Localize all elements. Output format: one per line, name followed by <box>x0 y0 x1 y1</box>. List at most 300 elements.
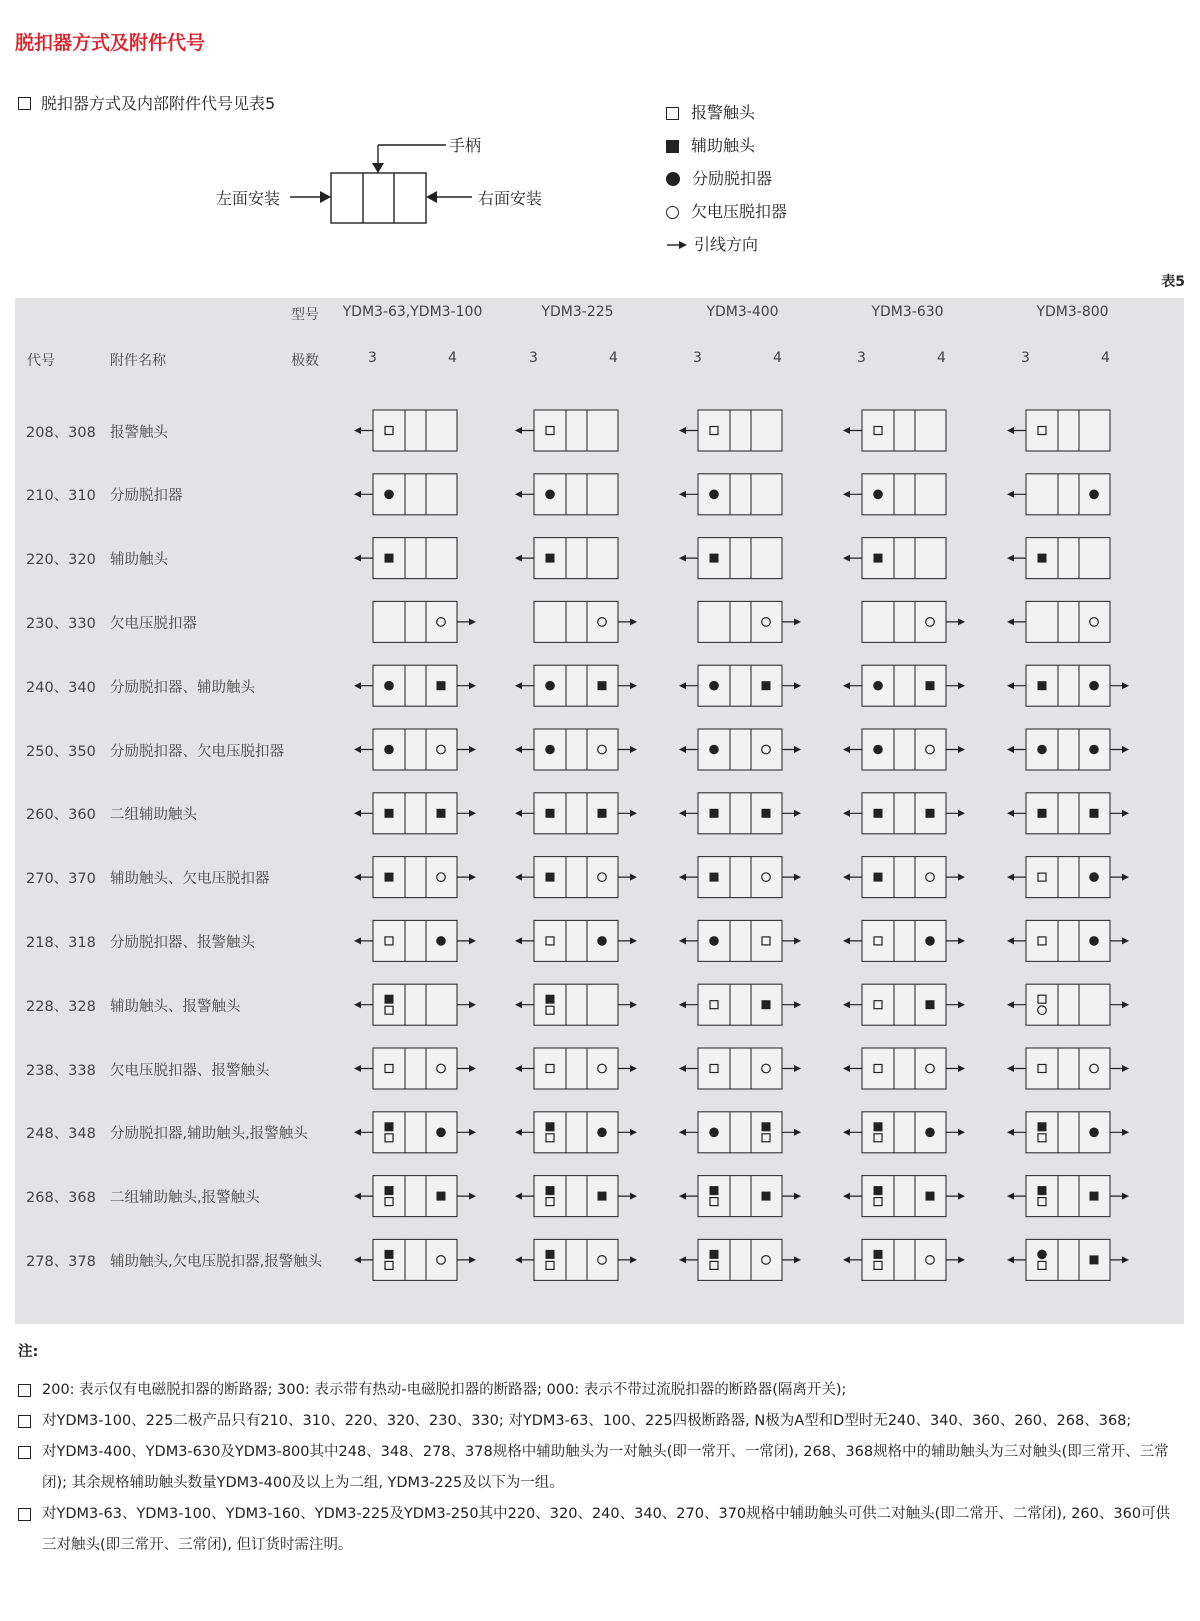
lead-left-arrow-icon <box>515 1001 522 1008</box>
checkbox-bullet-icon <box>18 1446 31 1459</box>
shunt-release-icon <box>1089 681 1099 691</box>
aux-contact-icon <box>1038 1122 1047 1131</box>
lead-left-arrow-icon <box>843 937 850 944</box>
row-code: 270、370 <box>26 871 96 888</box>
shunt-release-icon <box>873 745 883 755</box>
lead-right-arrow-icon <box>469 1193 476 1200</box>
note-text: 对YDM3-63、YDM3-100、YDM3-160、YDM3-225及YDM3-250其中220、320、240、340、270、370规格中辅助触头可供二对触头(即二常开、二常闭), 260、360可供三对触头(即三常开、三常闭), 但订货时需注明。 <box>42 1506 1171 1553</box>
breaker-cell <box>354 474 457 515</box>
breaker-cell <box>515 920 637 961</box>
aux-contact-icon <box>1038 809 1047 818</box>
shunt-release-icon <box>925 936 935 946</box>
lead-left-arrow-icon <box>354 1001 361 1008</box>
lead-left-arrow-icon <box>843 810 850 817</box>
lead-right-arrow-icon <box>469 1129 476 1136</box>
lead-left-arrow-icon <box>679 1193 686 1200</box>
shunt-release-icon <box>436 1128 446 1138</box>
handle-label: 手柄 <box>449 136 482 155</box>
lead-left-arrow-icon <box>843 1193 850 1200</box>
breaker-cell <box>515 474 618 515</box>
pole-label: 3 <box>1021 350 1030 366</box>
lead-right-arrow-icon <box>958 1001 965 1008</box>
lead-left-arrow-icon <box>1007 810 1014 817</box>
breaker-cell <box>1007 665 1129 706</box>
row-code: 278、378 <box>26 1253 96 1270</box>
aux-contact-icon <box>598 681 607 690</box>
model-col-3: YDM3-400 <box>706 304 779 320</box>
lead-left-arrow-icon <box>354 810 361 817</box>
lead-left-arrow-icon <box>354 427 361 434</box>
legend-label: 报警触头 <box>691 103 756 122</box>
lead-right-arrow-icon <box>958 937 965 944</box>
lead-right-arrow-icon <box>469 1256 476 1263</box>
breaker-cell <box>843 1112 965 1153</box>
row-name: 分励脱扣器、辅助触头 <box>110 679 255 696</box>
breaker-cell <box>354 793 476 834</box>
breaker-cell <box>515 1048 637 1089</box>
shunt-release-icon <box>709 490 719 500</box>
legend-label: 引线方向 <box>694 235 759 254</box>
row-code: 230、330 <box>26 615 96 632</box>
breaker-cell <box>515 410 618 451</box>
lead-right-arrow-icon <box>469 746 476 753</box>
lead-right-arrow-icon <box>794 1256 801 1263</box>
breaker-cell <box>1007 729 1129 770</box>
breaker-outline <box>331 173 426 223</box>
lead-left-arrow-icon <box>354 937 361 944</box>
lead-right-arrow-icon <box>958 810 965 817</box>
aux-contact-icon <box>874 1122 883 1131</box>
breaker-cell <box>515 729 637 770</box>
breaker-cell <box>354 1112 476 1153</box>
breaker-cell <box>843 984 965 1025</box>
lead-right-arrow-icon <box>630 618 637 625</box>
shunt-release-icon <box>1089 872 1099 882</box>
breaker-cell <box>354 984 476 1025</box>
aux-contact-icon <box>874 873 883 882</box>
row-name: 辅助触头、报警触头 <box>110 998 241 1015</box>
shunt-release-icon <box>709 936 719 946</box>
aux-contact-icon <box>710 554 719 563</box>
breaker-cell <box>1007 793 1129 834</box>
breaker-cell <box>679 1239 801 1280</box>
breaker-cell <box>354 1048 476 1089</box>
aux-contact-icon <box>546 873 555 882</box>
breaker-cell <box>354 410 457 451</box>
row-code: 208、308 <box>26 424 96 441</box>
lead-left-arrow-icon <box>843 555 850 562</box>
note-text: 对YDM3-400、YDM3-630及YDM3-800其中248、348、278、378规格中辅助触头为一对触头(即一常开、一常闭), 268、368规格中的辅助触头为三对触头(即三常开、三常闭); 其余规格辅助触头数量YDM3-400及以上为二组, YDM3-225及以下为一组。 <box>42 1444 1169 1491</box>
lead-right-arrow-icon <box>794 1065 801 1072</box>
aux-contact-icon <box>926 681 935 690</box>
breaker-cell <box>679 1176 801 1217</box>
notes-section <box>18 1340 1183 1561</box>
lead-right-arrow-icon <box>958 1193 965 1200</box>
lead-left-arrow-icon <box>1007 618 1014 625</box>
aux-contact-icon <box>710 873 719 882</box>
breaker-cell <box>679 1048 801 1089</box>
breaker-cell <box>679 474 782 515</box>
lead-left-arrow-icon <box>1007 1001 1014 1008</box>
table-label: 表5 <box>1161 274 1185 290</box>
shunt-release-icon <box>384 745 394 755</box>
shunt-release-icon <box>1089 745 1099 755</box>
row-name: 辅助触头,欠电压脱扣器,报警触头 <box>110 1253 323 1270</box>
aux-contact-icon <box>546 1250 555 1259</box>
breaker-cell <box>679 793 801 834</box>
breaker-cell <box>515 1239 637 1280</box>
lead-left-arrow-icon <box>515 491 522 498</box>
lead-left-arrow-icon <box>843 1001 850 1008</box>
aux-contact-icon <box>1038 1186 1047 1195</box>
lead-right-arrow-icon <box>469 682 476 689</box>
filled-circle-icon <box>666 172 680 186</box>
lead-left-arrow-icon <box>843 1129 850 1136</box>
lead-left-arrow-icon <box>354 1065 361 1072</box>
breaker-cell <box>679 984 801 1025</box>
aux-contact-icon <box>874 1186 883 1195</box>
breaker-cell <box>1007 857 1129 898</box>
note-item <box>18 1406 1183 1437</box>
lead-left-arrow-icon <box>679 1065 686 1072</box>
lead-left-arrow-icon <box>515 1065 522 1072</box>
breaker-cell <box>515 1176 637 1217</box>
row-code: 238、338 <box>26 1062 96 1079</box>
lead-left-arrow-icon <box>679 555 686 562</box>
open-circle-icon <box>666 206 679 219</box>
checkbox-bullet-icon <box>18 1508 31 1521</box>
lead-right-arrow-icon <box>958 1129 965 1136</box>
checkbox-bullet-icon <box>18 1415 31 1428</box>
note-item <box>18 1375 1183 1406</box>
shunt-release-icon <box>1089 490 1099 500</box>
aux-contact-icon <box>762 681 771 690</box>
model-col-5: YDM3-800 <box>1036 304 1109 320</box>
aux-contact-icon <box>546 554 555 563</box>
lead-right-arrow-icon <box>1122 1129 1129 1136</box>
breaker-cell <box>1007 474 1110 515</box>
lead-left-arrow-icon <box>679 874 686 881</box>
breaker-cell <box>862 601 965 642</box>
aux-contact-icon <box>710 1186 719 1195</box>
lead-left-arrow-icon <box>1007 1129 1014 1136</box>
lead-right-arrow-icon <box>794 746 801 753</box>
lead-right-arrow-icon <box>630 1193 637 1200</box>
lead-left-arrow-icon <box>354 874 361 881</box>
aux-contact-icon <box>762 1122 771 1131</box>
breaker-cell <box>354 920 476 961</box>
aux-contact-icon <box>1090 1255 1099 1264</box>
shunt-release-icon <box>436 936 446 946</box>
model-col-4: YDM3-630 <box>871 304 944 320</box>
row-name: 辅助触头 <box>110 552 168 569</box>
lead-right-arrow-icon <box>630 682 637 689</box>
legend-item-aux <box>666 133 755 156</box>
lead-left-arrow-icon <box>679 937 686 944</box>
breaker-cell <box>1007 1176 1129 1217</box>
model-col-1: YDM3-63,YDM3-100 <box>342 304 483 320</box>
aux-contact-icon <box>546 809 555 818</box>
breaker-cell <box>515 538 618 579</box>
breaker-cell <box>843 729 965 770</box>
shunt-release-icon <box>709 681 719 691</box>
row-name: 欠电压脱扣器 <box>110 615 197 632</box>
lead-left-arrow-icon <box>843 427 850 434</box>
aux-contact-icon <box>385 995 394 1004</box>
right-mount-label: 右面安装 <box>478 189 543 208</box>
breaker-cell <box>679 665 801 706</box>
left-mount-label: 左面安装 <box>216 189 281 208</box>
aux-contact-icon <box>926 1192 935 1201</box>
lead-left-arrow-icon <box>354 1129 361 1136</box>
lead-left-arrow-icon <box>679 1001 686 1008</box>
page-title: 脱扣器方式及附件代号 <box>15 32 206 54</box>
lead-left-arrow-icon <box>1007 874 1014 881</box>
row-name: 分励脱扣器、欠电压脱扣器 <box>110 743 284 760</box>
aux-contact-icon <box>385 1250 394 1259</box>
aux-contact-icon <box>546 1186 555 1195</box>
note-item <box>18 1437 1183 1499</box>
lead-left-arrow-icon <box>1007 1065 1014 1072</box>
breaker-cell <box>1007 410 1110 451</box>
breaker-cell <box>843 665 965 706</box>
lead-left-arrow-icon <box>679 746 686 753</box>
pole-label: 4 <box>609 350 618 366</box>
breaker-cell <box>354 1176 476 1217</box>
legend-item-direction <box>666 232 758 255</box>
lead-left-arrow-icon <box>354 682 361 689</box>
shunt-release-icon <box>709 745 719 755</box>
breaker-cell <box>1007 601 1110 642</box>
lead-left-arrow-icon <box>354 746 361 753</box>
lead-left-arrow-icon <box>843 746 850 753</box>
row-name: 分励脱扣器、报警触头 <box>110 934 255 951</box>
shunt-release-icon <box>597 936 607 946</box>
legend-item-alarm <box>666 100 755 123</box>
aux-contact-icon <box>762 809 771 818</box>
row-code: 268、368 <box>26 1190 96 1207</box>
breaker-cell <box>843 920 965 961</box>
breaker-cell <box>515 857 637 898</box>
lead-left-arrow-icon <box>354 1193 361 1200</box>
lead-left-arrow-icon <box>515 1256 522 1263</box>
legend-item-undervoltage <box>666 199 787 222</box>
breaker-cell <box>354 857 476 898</box>
lead-right-arrow-icon <box>1122 1256 1129 1263</box>
intro-text <box>18 91 275 114</box>
breaker-cell <box>1007 920 1129 961</box>
open-square-icon <box>666 107 679 120</box>
lead-left-arrow-icon <box>1007 491 1014 498</box>
breaker-cell <box>679 920 801 961</box>
legend-item-shunt <box>666 166 772 189</box>
lead-left-arrow-icon <box>679 427 686 434</box>
lead-right-arrow-icon <box>1122 1065 1129 1072</box>
lead-right-arrow-icon <box>958 874 965 881</box>
breaker-cell <box>679 857 801 898</box>
aux-contact-icon <box>926 1000 935 1009</box>
lead-right-arrow-icon <box>469 1001 476 1008</box>
lead-right-arrow-icon <box>794 1001 801 1008</box>
lead-right-arrow-icon <box>794 937 801 944</box>
breaker-cell <box>534 601 637 642</box>
lead-left-arrow-icon <box>1007 1256 1014 1263</box>
aux-contact-icon <box>710 1250 719 1259</box>
pole-label: 4 <box>448 350 457 366</box>
breaker-cell <box>698 601 801 642</box>
lead-left-arrow-icon <box>679 1129 686 1136</box>
shunt-release-icon <box>873 681 883 691</box>
breaker-diagrams <box>15 298 1184 1324</box>
left-arrow-icon <box>320 191 331 203</box>
lead-left-arrow-icon <box>1007 1193 1014 1200</box>
row-name: 报警触头 <box>110 424 168 441</box>
lead-right-arrow-icon <box>958 1256 965 1263</box>
lead-right-arrow-icon <box>630 1129 637 1136</box>
shunt-release-icon <box>545 490 555 500</box>
pole-label: 3 <box>693 350 702 366</box>
lead-right-arrow-icon <box>1122 1001 1129 1008</box>
breaker-cell <box>1007 538 1110 579</box>
row-name: 二组辅助触头 <box>110 807 197 824</box>
shunt-release-icon <box>709 1128 719 1138</box>
breaker-cell <box>515 665 637 706</box>
lead-right-arrow-icon <box>794 1129 801 1136</box>
arrow-right-icon <box>666 238 688 252</box>
legend-label: 欠电压脱扣器 <box>691 202 788 221</box>
breaker-cell <box>843 793 965 834</box>
breaker-cell <box>1007 1239 1129 1280</box>
breaker-cell <box>515 1112 637 1153</box>
legend-label: 分励脱扣器 <box>692 169 773 188</box>
lead-right-arrow-icon <box>630 746 637 753</box>
lead-left-arrow-icon <box>354 491 361 498</box>
header-model: 型号 <box>291 307 319 323</box>
breaker-cell <box>1007 984 1129 1025</box>
lead-right-arrow-icon <box>794 618 801 625</box>
breaker-cell <box>679 1112 801 1153</box>
filled-square-icon <box>666 140 679 153</box>
lead-right-arrow-icon <box>1122 874 1129 881</box>
lead-left-arrow-icon <box>515 427 522 434</box>
lead-left-arrow-icon <box>354 1256 361 1263</box>
lead-right-arrow-icon <box>630 874 637 881</box>
breaker-cell <box>843 538 946 579</box>
pole-label: 4 <box>1101 350 1110 366</box>
breaker-cell <box>843 474 946 515</box>
checkbox-bullet-icon <box>18 97 31 110</box>
handle-arrow-icon <box>372 163 384 173</box>
lead-right-arrow-icon <box>958 682 965 689</box>
row-code: 240、340 <box>26 679 96 696</box>
lead-right-arrow-icon <box>958 1065 965 1072</box>
row-code: 260、360 <box>26 807 96 824</box>
row-code: 220、320 <box>26 552 96 569</box>
lead-right-arrow-icon <box>469 874 476 881</box>
pole-label: 4 <box>773 350 782 366</box>
row-name: 辅助触头、欠电压脱扣器 <box>110 871 270 888</box>
lead-left-arrow-icon <box>515 682 522 689</box>
row-name: 二组辅助触头,报警触头 <box>110 1190 260 1207</box>
shunt-release-icon <box>1089 1128 1099 1138</box>
aux-contact-icon <box>710 809 719 818</box>
lead-right-arrow-icon <box>1122 682 1129 689</box>
header-code: 代号 <box>27 353 55 369</box>
mounting-diagram <box>200 125 580 235</box>
lead-left-arrow-icon <box>679 810 686 817</box>
lead-left-arrow-icon <box>515 1193 522 1200</box>
breaker-cell <box>679 729 801 770</box>
lead-right-arrow-icon <box>630 810 637 817</box>
notes-title: 注: <box>18 1344 39 1360</box>
accessory-table <box>15 298 1184 1324</box>
breaker-cell <box>843 410 946 451</box>
lead-left-arrow-icon <box>1007 682 1014 689</box>
intro-label: 脱扣器方式及内部附件代号见表5 <box>41 94 276 113</box>
row-name: 分励脱扣器,辅助触头,报警触头 <box>110 1126 308 1143</box>
lead-left-arrow-icon <box>843 491 850 498</box>
row-code: 250、350 <box>26 743 96 760</box>
lead-left-arrow-icon <box>354 555 361 562</box>
shunt-release-icon <box>545 681 555 691</box>
lead-left-arrow-icon <box>1007 427 1014 434</box>
aux-contact-icon <box>546 995 555 1004</box>
lead-left-arrow-icon <box>679 682 686 689</box>
shunt-release-icon <box>1037 1250 1047 1260</box>
shunt-release-icon <box>384 490 394 500</box>
aux-contact-icon <box>1038 554 1047 563</box>
aux-contact-icon <box>1090 809 1099 818</box>
lead-right-arrow-icon <box>794 1193 801 1200</box>
lead-right-arrow-icon <box>630 1001 637 1008</box>
lead-right-arrow-icon <box>794 874 801 881</box>
header-poles: 极数 <box>291 353 319 369</box>
lead-left-arrow-icon <box>515 746 522 753</box>
lead-right-arrow-icon <box>1122 746 1129 753</box>
lead-left-arrow-icon <box>515 1129 522 1136</box>
aux-contact-icon <box>385 554 394 563</box>
lead-left-arrow-icon <box>843 682 850 689</box>
shunt-release-icon <box>1037 745 1047 755</box>
lead-right-arrow-icon <box>1122 1193 1129 1200</box>
pole-label: 3 <box>857 350 866 366</box>
breaker-cell <box>515 984 637 1025</box>
aux-contact-icon <box>762 1000 771 1009</box>
breaker-cell <box>843 1239 965 1280</box>
lead-right-arrow-icon <box>469 810 476 817</box>
breaker-cell <box>843 1176 965 1217</box>
row-code: 210、310 <box>26 488 96 505</box>
aux-contact-icon <box>385 1186 394 1195</box>
breaker-cell <box>843 857 965 898</box>
breaker-cell <box>354 538 457 579</box>
row-name: 欠电压脱扣器、报警触头 <box>110 1062 270 1079</box>
breaker-cell <box>354 665 476 706</box>
lead-right-arrow-icon <box>1122 937 1129 944</box>
lead-left-arrow-icon <box>1007 746 1014 753</box>
lead-left-arrow-icon <box>679 1256 686 1263</box>
aux-contact-icon <box>385 809 394 818</box>
shunt-release-icon <box>545 745 555 755</box>
breaker-cell <box>1007 1048 1129 1089</box>
header-name: 附件名称 <box>110 353 166 369</box>
row-code: 248、348 <box>26 1126 96 1143</box>
row-name: 分励脱扣器 <box>110 488 183 505</box>
aux-contact-icon <box>762 1192 771 1201</box>
lead-right-arrow-icon <box>630 937 637 944</box>
aux-contact-icon <box>546 1122 555 1131</box>
lead-left-arrow-icon <box>515 555 522 562</box>
